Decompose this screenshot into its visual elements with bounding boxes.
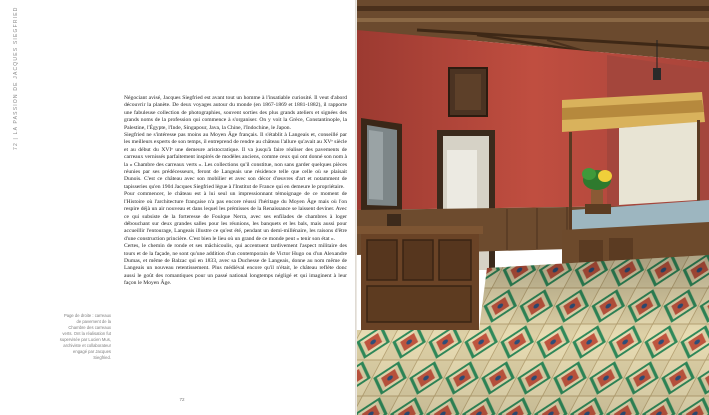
photo-caption: Page de droite : carreaux de pavement de la Chambre des carreaux verts. Ont la réalisation fut supervisée par Lucien Mus, archiviste et collaborateur engagé par Jacques Siegfried. (59, 313, 111, 360)
page-number: 72 (179, 397, 185, 402)
running-head: 72 | LA PASSION DE JACQUES SIEGFRIED (13, 6, 19, 150)
wall-mirror (361, 118, 402, 213)
chamber-interior-photo (357, 0, 709, 415)
body-text (124, 95, 347, 288)
paragraph-2: Siegfried ne s'intéresse pas moins au Moyen Âge français. Il s'établit à Langeais et, conseillé par les meilleurs experts de son temps, il entreprend de rendre au château l'allure qu'avait au XVᵉ siècle et au début du XVIᵉ une demeure aristocratique. Il va jusqu'à faire réaliser des pavements de carreaux vernissés parfaitement inspirés de modèles anciens, comme ceux qui ont donné son nom à la « Chambre des carreaux verts ». Les collections qu'il constitue, non sans garder quelques pièces réunies par ses prédécesseurs, feront de Langeais une résidence telle que celle où se plaisait Dunois. C'est ce château avec son mobilier et avec son décor d'œuvres d'art et notamment de tapisseries qu'en 1904 Jacques Siegfried lègue à l'Institut de France qui en demeure le propriétaire. (124, 132, 347, 190)
lantern-icon (653, 68, 661, 80)
paragraph-1: Négociant avisé, Jacques Siegfried est avant tout un homme à l'insatiable curiosité. Il veut d'abord découvrir la planète. De deux voyages autour du monde (en 1867-1869 et 1881-1882), il rapporte une fabuleuse collection de photographies, souvent sorties des plus grands ateliers et signées des grands noms de la profession qui commence à s'organiser. On y voit la Grèce, Constantinople, la Palestine, l'Égypte, l'Inde, Singapour, Java, la Chine, l'Indochine, le Japon. (124, 95, 347, 131)
paragraph-4: Certes, le chemin de ronde et ses mâchicoulis, qui accentuent tardivement l'aspect militaire des tours et de la façade, ne sont qu'une addition d'un contemporain de Victor Hugo ou d'un Alexandre Dumas, et même de Balzac qui en 1833, avec sa Duchesse de Langeais, donne au nom même de Langeais un nouveau retentissement. Plus médiéval encore qu'il n'était, le château reflète donc aussi le goût des romantiques pour un passé national longtemps négligé et qui imaginent à leur façon le Moyen Âge. (124, 243, 347, 287)
paragraph-3: Pour commencer, le château est à lui seul un impressionnant témoignage de ce moment de l'Histoire où l'architecture française n'a pas encore réussi l'héritage du Moyen Âge mais où l'on respire déjà un air nouveau et dans lequel les prémisses de la Renaissance se laissent deviner. Avec ce qui subsiste de la forteresse de Foulque Nerra, avec ses enfilades de chambres à loger débouchant sur deux grandes salles pour les réunions, les banquets et les bals, mais aussi pour accueillir l'entourage, Langeais illustre ce qu'est été, pendant un demi-millénaire, les raisons d'être d'une construction princière. C'est bien le lieu où un grand de ce monde peut « tenir son état ». (124, 191, 347, 242)
right-page-photo (357, 0, 709, 415)
carved-cabinet (357, 214, 483, 330)
